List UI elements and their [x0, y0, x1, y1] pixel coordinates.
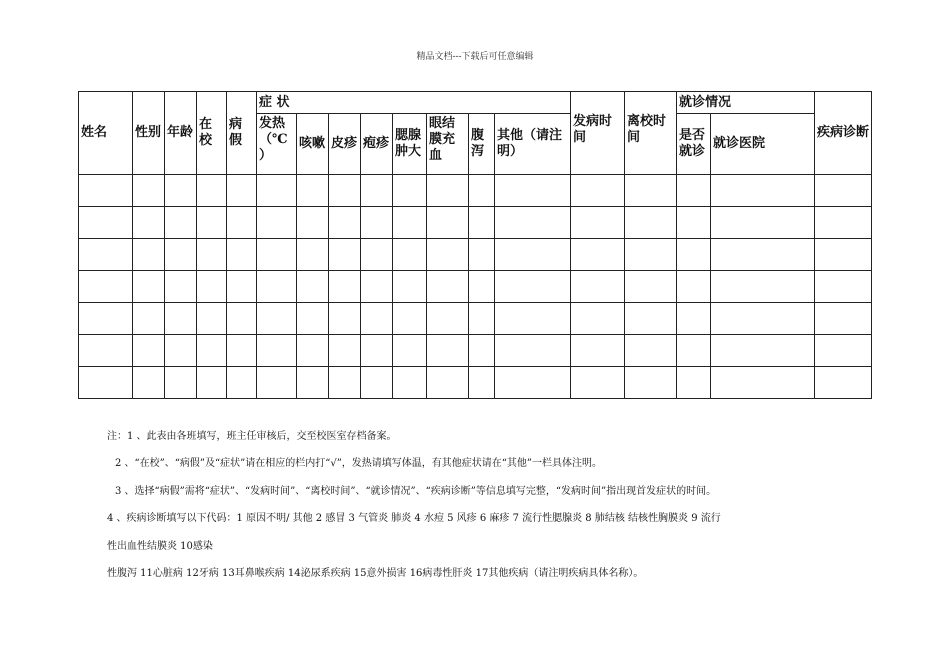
table-cell[interactable] — [815, 175, 872, 207]
table-cell[interactable] — [329, 367, 361, 399]
table-cell[interactable] — [427, 303, 469, 335]
table-cell[interactable] — [393, 303, 427, 335]
table-cell[interactable] — [393, 175, 427, 207]
table-cell[interactable] — [427, 367, 469, 399]
table-cell[interactable] — [495, 207, 571, 239]
col-rash: 皮疹 — [329, 114, 361, 175]
table-cell[interactable] — [815, 367, 872, 399]
table-cell[interactable] — [495, 271, 571, 303]
table-cell[interactable] — [677, 207, 711, 239]
table-cell[interactable] — [361, 239, 393, 271]
table-cell[interactable] — [625, 303, 677, 335]
col-leave-time: 离校时间 — [625, 92, 677, 175]
table-cell[interactable] — [625, 367, 677, 399]
table-cell[interactable] — [625, 239, 677, 271]
page-header: 精品文档---下载后可任意编辑 — [416, 52, 534, 62]
table-cell[interactable] — [297, 207, 329, 239]
col-hospital: 就诊医院 — [711, 114, 815, 175]
table-cell[interactable] — [571, 239, 625, 271]
table-cell[interactable] — [677, 335, 711, 367]
table-cell[interactable] — [133, 335, 165, 367]
table-row — [79, 207, 872, 239]
table-row — [79, 271, 872, 303]
table-cell[interactable] — [297, 367, 329, 399]
table-cell[interactable] — [393, 271, 427, 303]
note-4: 4 、疾病诊断填写以下代码：1 原因不明/ 其他 2 感冒 3 气管炎 肺炎 4 水痘 5 风疹 6 麻疹 7 流行性腮腺炎 8 肺结核 结核性胸膜炎 9 流行 — [107, 513, 721, 524]
table-cell[interactable] — [165, 271, 197, 303]
table-cell[interactable] — [625, 207, 677, 239]
table-cell[interactable] — [815, 207, 872, 239]
note-4-cont-2: 性腹泻 11心脏病 12牙病 13耳鼻喉疾病 14泌尿系疾病 15意外损害 16病毒性肝炎 17其他疾病（请注明疾病具体名称）。 — [107, 568, 644, 579]
table-row — [79, 175, 872, 207]
table-cell[interactable] — [469, 239, 495, 271]
table-cell[interactable] — [197, 303, 227, 335]
table-cell[interactable] — [469, 207, 495, 239]
table-cell[interactable] — [393, 367, 427, 399]
col-gender: 性别 — [133, 92, 165, 175]
table-cell[interactable] — [329, 303, 361, 335]
col-diarrhea: 腹泻 — [469, 114, 495, 175]
table-cell[interactable] — [427, 335, 469, 367]
table-cell[interactable] — [257, 175, 297, 207]
table-cell[interactable] — [711, 175, 815, 207]
table-cell[interactable] — [393, 335, 427, 367]
table-cell[interactable] — [711, 207, 815, 239]
table-cell[interactable] — [495, 303, 571, 335]
table-cell[interactable] — [427, 175, 469, 207]
table-cell[interactable] — [79, 175, 133, 207]
table-cell[interactable] — [711, 367, 815, 399]
table-cell[interactable] — [79, 239, 133, 271]
table-cell[interactable] — [197, 335, 227, 367]
table-cell[interactable] — [197, 239, 227, 271]
col-other: 其他（请注明） — [495, 114, 571, 175]
table-cell[interactable] — [625, 271, 677, 303]
table-cell[interactable] — [815, 303, 872, 335]
table-cell[interactable] — [393, 239, 427, 271]
table-cell[interactable] — [571, 303, 625, 335]
col-vesicle: 疱疹 — [361, 114, 393, 175]
table-cell[interactable] — [329, 175, 361, 207]
table-cell[interactable] — [197, 175, 227, 207]
table-cell[interactable] — [427, 239, 469, 271]
table-cell[interactable] — [361, 335, 393, 367]
table-cell[interactable] — [361, 303, 393, 335]
table-cell[interactable] — [329, 335, 361, 367]
table-row — [79, 239, 872, 271]
table-cell[interactable] — [133, 271, 165, 303]
table-row — [79, 335, 872, 367]
col-visit: 就诊情况 — [677, 92, 815, 114]
table-cell[interactable] — [165, 303, 197, 335]
table-cell[interactable] — [469, 367, 495, 399]
table-cell[interactable] — [361, 175, 393, 207]
table-cell[interactable] — [257, 303, 297, 335]
table-cell[interactable] — [79, 271, 133, 303]
table-cell[interactable] — [257, 335, 297, 367]
table-cell[interactable] — [677, 367, 711, 399]
table-cell[interactable] — [227, 271, 257, 303]
note-2: 2 、“在校”、“病假”及“症状”请在相应的栏内打“√”，发热请填写体温，有其他症状请在“其他”一栏具体注明。 — [115, 458, 603, 469]
table-cell[interactable] — [815, 271, 872, 303]
note-4-cont: 性出血性结膜炎 10感染 — [107, 541, 213, 552]
table-cell[interactable] — [227, 239, 257, 271]
table-cell[interactable] — [625, 175, 677, 207]
table-cell[interactable] — [79, 303, 133, 335]
table-cell[interactable] — [79, 367, 133, 399]
table-cell[interactable] — [165, 335, 197, 367]
table-cell[interactable] — [495, 367, 571, 399]
table-row — [79, 303, 872, 335]
table-cell[interactable] — [257, 239, 297, 271]
table-cell[interactable] — [133, 367, 165, 399]
table-cell[interactable] — [227, 367, 257, 399]
table-cell[interactable] — [227, 335, 257, 367]
table-cell[interactable] — [469, 271, 495, 303]
note-3: 3 、选择“病假”需将“症状”、“发病时间”、“离校时间”、“就诊情况”、“疾病诊断”等信息填写完整，“发病时间”指出现首发症状的时间。 — [115, 486, 717, 497]
table-cell[interactable] — [165, 175, 197, 207]
table-cell[interactable] — [711, 303, 815, 335]
table-cell[interactable] — [469, 303, 495, 335]
table-cell[interactable] — [571, 175, 625, 207]
table-cell[interactable] — [227, 303, 257, 335]
table-cell[interactable] — [133, 175, 165, 207]
table-cell[interactable] — [495, 335, 571, 367]
table-cell[interactable] — [427, 207, 469, 239]
col-parotid: 腮腺肿大 — [393, 114, 427, 175]
table-cell[interactable] — [329, 207, 361, 239]
table-cell[interactable] — [227, 175, 257, 207]
table-cell[interactable] — [297, 239, 329, 271]
table-cell[interactable] — [495, 239, 571, 271]
table-cell[interactable] — [469, 175, 495, 207]
table-cell[interactable] — [677, 239, 711, 271]
table-cell[interactable] — [297, 175, 329, 207]
table-cell[interactable] — [469, 335, 495, 367]
col-age: 年龄 — [165, 92, 197, 175]
table-cell[interactable] — [677, 271, 711, 303]
table-cell[interactable] — [297, 303, 329, 335]
table-cell[interactable] — [133, 207, 165, 239]
table-cell[interactable] — [197, 271, 227, 303]
table-cell[interactable] — [495, 175, 571, 207]
table-cell[interactable] — [329, 271, 361, 303]
table-cell[interactable] — [361, 207, 393, 239]
table-cell[interactable] — [197, 207, 227, 239]
table-cell[interactable] — [227, 207, 257, 239]
col-name: 姓名 — [79, 92, 133, 175]
table-row — [79, 367, 872, 399]
table-cell[interactable] — [257, 271, 297, 303]
table-cell[interactable] — [571, 271, 625, 303]
table-cell[interactable] — [571, 367, 625, 399]
table-cell[interactable] — [427, 271, 469, 303]
table-cell[interactable] — [133, 303, 165, 335]
table-cell[interactable] — [165, 207, 197, 239]
table-cell[interactable] — [393, 207, 427, 239]
col-at-school: 在校 — [197, 92, 227, 175]
table-cell[interactable] — [361, 367, 393, 399]
col-symptoms: 症 状 — [257, 92, 571, 114]
col-visited: 是否就诊 — [677, 114, 711, 175]
table-cell[interactable] — [815, 239, 872, 271]
table-cell[interactable] — [571, 207, 625, 239]
table-cell[interactable] — [165, 367, 197, 399]
table-cell[interactable] — [361, 271, 393, 303]
symptom-report-table — [78, 91, 872, 399]
table-cell[interactable] — [297, 335, 329, 367]
table-cell[interactable] — [711, 335, 815, 367]
col-onset-time: 发病时间 — [571, 92, 625, 175]
col-cough: 咳嗽 — [297, 114, 329, 175]
table-cell[interactable] — [329, 239, 361, 271]
col-fever: 发热（℃ ） — [257, 114, 297, 175]
col-conjunctival: 眼结膜充血 — [427, 114, 469, 175]
table-cell[interactable] — [79, 207, 133, 239]
table-cell[interactable] — [677, 303, 711, 335]
table-cell[interactable] — [197, 367, 227, 399]
table-cell[interactable] — [711, 271, 815, 303]
table-cell[interactable] — [571, 335, 625, 367]
table-cell[interactable] — [257, 207, 297, 239]
table-cell[interactable] — [133, 239, 165, 271]
table-cell[interactable] — [711, 239, 815, 271]
table-cell[interactable] — [677, 175, 711, 207]
table-cell[interactable] — [297, 271, 329, 303]
col-diagnosis: 疾病诊断 — [815, 92, 872, 175]
table-cell[interactable] — [165, 239, 197, 271]
table-cell[interactable] — [257, 367, 297, 399]
note-1: 注：1 、此表由各班填写，班主任审核后，交至校医室存档备案。 — [107, 431, 397, 442]
table-cell[interactable] — [79, 335, 133, 367]
table-cell[interactable] — [625, 335, 677, 367]
col-sick-leave: 病假 — [227, 92, 257, 175]
table-cell[interactable] — [815, 335, 872, 367]
